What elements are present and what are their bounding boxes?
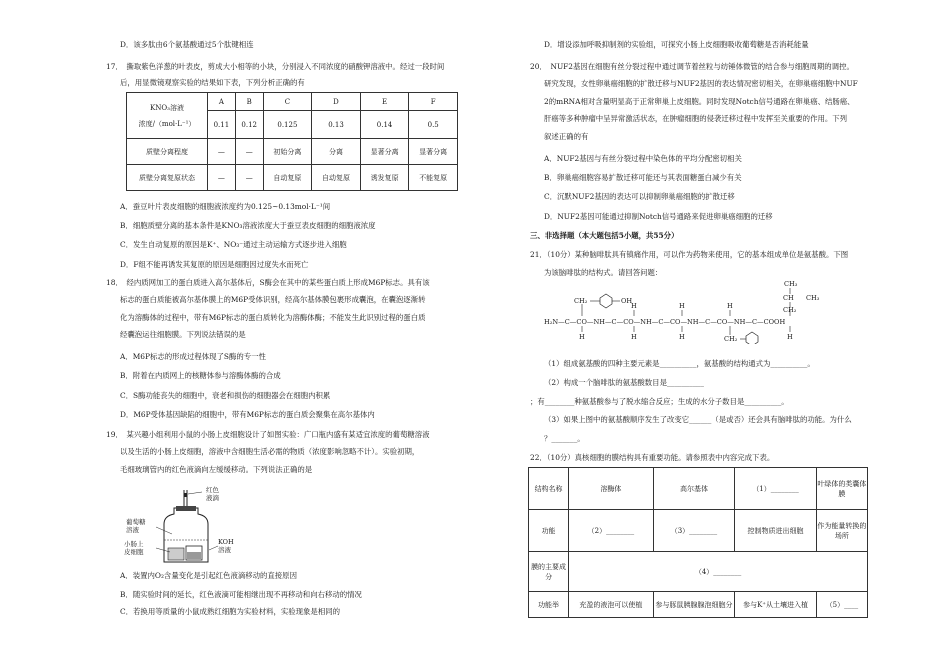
q20-option-d: D．NUF2基因可能通过抑制Notch信号通路来促进卵巢癌细胞的迁移 xyxy=(544,212,773,221)
q18-option-a: A．M6P标志的形成过程体现了S酶的专一性 xyxy=(120,352,266,361)
q18-option-c: C．S酶功能丧失的细胞中，衰老和损伤的细胞器会在细胞内积累 xyxy=(120,391,331,400)
q18-option-b: B．附着在内质网上的核糖体参与溶酶体酶的合成 xyxy=(120,371,281,380)
q17-table-header-label xyxy=(127,93,208,139)
q22-r3-label: 功能举 xyxy=(529,592,569,618)
q20-stem-line2: 研究发现，女性卵巢癌细胞的扩散迁移与NUF2基因的表达情况密切相关，在卵巢癌细胞中NUF xyxy=(544,79,858,88)
chem-h-top-2: H xyxy=(631,302,637,310)
q22-h1: 溶酶体 xyxy=(569,468,654,510)
q17-row2-d: 自动复原 xyxy=(312,165,361,191)
q17-conc-d: 0.13 xyxy=(312,111,361,139)
section-3-title: 三、非选择题（本大题包括5小题，共55分） xyxy=(530,231,679,240)
q22-r1-c1: （2）________ xyxy=(569,510,654,552)
q21-part2: （2）构成一个脑啡肽的氨基酸数目是__________ xyxy=(544,378,704,387)
cells-block xyxy=(168,548,184,560)
q17-option-b: B．细胞质壁分离的基本条件是KNO₃溶液浓度大于蚕豆表皮细胞的细胞液浓度 xyxy=(120,221,376,230)
q20-option-c: C．沉默NUF2基因的表达可以抑制卵巢癌细胞的扩散迁移 xyxy=(544,192,735,201)
chem-h-4: H xyxy=(727,302,733,310)
q17-col-c: C xyxy=(263,93,312,111)
q19-option-b: B．随实验时间的延长，红色液滴可能相继出现不再移动和向右移动的情况 xyxy=(120,590,362,599)
q17-header-conc: 浓度/（mol·L⁻¹） xyxy=(138,119,196,128)
q17-stem-line1: 17． 撕取紫色洋葱的叶表皮，剪成大小相等的小块，分别浸入不同浓度的硝酸钾溶液中。经过一段时间 xyxy=(106,62,445,71)
chem-h-5: H xyxy=(787,333,793,341)
chem-ch2-r1: CH₂ xyxy=(574,297,588,305)
label-red-drop-1: 红色 xyxy=(206,486,219,494)
q22-r1-c4: 作为能量转换的场所 xyxy=(816,510,867,552)
q21-part1: （1）组成氨基酸的四种主要元素是__________，氨基酸的结构通式为__________。 xyxy=(544,359,815,368)
q17-row1-b: — xyxy=(235,139,263,165)
q22-r1-c3: 控制物质进出细胞 xyxy=(735,510,817,552)
q17-col-e: E xyxy=(360,93,409,111)
q17-col-b: B xyxy=(235,93,263,111)
chem-ch3-right: CH₃ xyxy=(806,294,820,302)
q17-conc-f: 0.5 xyxy=(409,111,458,139)
chem-h-1: H xyxy=(579,333,585,341)
q22-r3-c4: （5）____ xyxy=(816,592,867,618)
chem-h-3: H xyxy=(679,333,685,341)
q20-stem-line4: 肝癌等多种肿瘤中呈异常激活状态，在肿瘤细胞的侵袭迁移过程中发挥至关重要的作用。下列 xyxy=(544,114,848,123)
chem-ch3-top: CH₃ xyxy=(784,280,798,288)
q21-part2-cont: ；有________种氨基酸参与了脱水缩合反应；生成的水分子数目是__________。 xyxy=(530,397,789,406)
chem-h-2: H xyxy=(631,333,637,341)
experiment-figure xyxy=(112,484,252,564)
q17-row1-d: 分离 xyxy=(312,139,361,165)
q22-r3-c3: 参与K⁺从土壤进入植 xyxy=(735,592,817,618)
q17-row2-label: 质壁分离复原状态 xyxy=(127,165,208,191)
q19-option-d: D．增设添加呼吸抑制剂的实验组，可探究小肠上皮细胞吸收葡萄糖是否消耗能量 xyxy=(544,40,809,49)
q22-h4: 叶绿体的类囊体膜 xyxy=(816,468,867,510)
stopper xyxy=(176,506,196,511)
q17-col-a: A xyxy=(208,93,236,111)
q17-conc-c: 0.125 xyxy=(263,111,312,139)
q22-r1-c2: （3）________ xyxy=(653,510,735,552)
q22-h3: （1）________ xyxy=(735,468,817,510)
q20-stem-line3: 2的mRNA相对含量明显高于正常卵巢上皮细胞。同时发现Notch信号通路在卵巢癌、结肠癌、 xyxy=(544,97,855,106)
q17-col-f: F xyxy=(409,93,458,111)
q18-stem-line1: 18． 经内质网加工的蛋白质进入高尔基体后，S酶会在其中的某些蛋白质上形成M6P标志。具有该 xyxy=(106,278,430,287)
label-koh-1: KOH xyxy=(218,538,234,546)
chem-oh: OH xyxy=(621,297,633,305)
label-glucose-1: 葡萄糖 xyxy=(126,518,146,526)
q17-row2-a: — xyxy=(208,165,236,191)
q19-stem-line3: 毛细玻璃管内的红色液滴向左缓缓移动。下列说法正确的是 xyxy=(120,465,313,474)
q20-stem-line5: 叙述正确的有 xyxy=(544,132,589,141)
q17-header-kno3: KNO₃溶液 xyxy=(150,103,184,112)
q19-stem-line1: 19． 某兴趣小组利用小鼠的小肠上皮细胞设计了如图实验：广口瓶内盛有某适宜浓度的葡萄糖溶液 xyxy=(106,430,430,439)
q17-conc-b: 0.12 xyxy=(235,111,263,139)
q17-row2-f: 不能复原 xyxy=(409,165,458,191)
q17-row1-a: — xyxy=(208,139,236,165)
red-drop xyxy=(184,493,187,497)
label-glucose-2: 溶液 xyxy=(126,526,139,534)
q20-stem-line1: 20． NUF2基因在细胞有丝分裂过程中通过调节着丝粒与纺锤体微管的结合参与细胞周期的调控。 xyxy=(530,62,854,71)
q18-stem-line2: 标志的蛋白质能被高尔基体膜上的M6P受体识别，经高尔基体膜包裹形成囊泡，在囊泡逐渐转 xyxy=(120,295,426,304)
benzene-ring-1 xyxy=(600,294,612,308)
q18-stem-line3: 化为溶酶体的过程中，带有M6P标志的蛋白质转化为溶酶体酶；不能发生此识别过程的蛋白质 xyxy=(120,313,426,322)
q17-row1-label: 质壁分离程度 xyxy=(127,139,208,165)
label-koh-2: 溶液 xyxy=(218,546,231,554)
q17-row2-b: — xyxy=(235,165,263,191)
chem-main-chain: H₂N—C—CO—NH—C—CO—NH—C—CO—NH—C—CO—NH—C—COOH xyxy=(544,318,786,326)
benzene-ring-4 xyxy=(746,332,758,344)
label-cells-2: 皮细胞 xyxy=(124,548,144,556)
q17-option-a: A．蚕豆叶片表皮细胞的细胞液浓度约为0.125~0.13mol·L⁻¹间 xyxy=(120,202,331,211)
q21-stem-line2: 为该脑啡肽的结构式。请回答问题： xyxy=(544,268,663,277)
q18-option-d: D．M6P受体基因缺陷的细胞中，带有M6P标志的蛋白质会聚集在高尔基体内 xyxy=(120,410,375,419)
chem-ch2-r5: CH₂ xyxy=(783,306,797,314)
q22-r2-span: （4）________ xyxy=(569,552,868,592)
q17-col-d: D xyxy=(312,93,361,111)
q21-part3: （3）如果上图中的氨基酸顺序发生了改变它______（是或否）还会具有脑啡肽的功能。为什么 xyxy=(544,415,852,424)
q17-option-c: C．发生自动复原的原因是K⁺、NO₃⁻通过主动运输方式逐步进入细胞 xyxy=(120,240,347,249)
q17-stem-line2: 后，用显微镜观察实验的结果如下表，下列分析正确的有 xyxy=(120,78,305,87)
q22-table xyxy=(528,467,868,618)
q21-part3-cont: ？_______。 xyxy=(544,434,585,443)
q22-h0: 结构名称 xyxy=(529,468,569,510)
q20-option-a: A．NUF2基因与有丝分裂过程中染色体的平均分配密切相关 xyxy=(544,154,742,163)
q17-row2-c: 自动复原 xyxy=(263,165,312,191)
q16-option-d: D．该多肽由6个氨基酸通过5个肽键相连 xyxy=(120,40,254,49)
q22-title: 22．（10分）真核细胞的膜结构具有重要功能。请参照表中内容完成下表。 xyxy=(530,453,775,462)
q17-row1-e: 显著分离 xyxy=(360,139,409,165)
q17-conc-a: 0.11 xyxy=(208,111,236,139)
q22-r1-label: 功能 xyxy=(529,510,569,552)
q22-r3-c1: 充盈的液泡可以使植 xyxy=(569,592,654,618)
q17-row2-e: 诱发复原 xyxy=(360,165,409,191)
q22-h2: 高尔基体 xyxy=(653,468,735,510)
chem-h-top-3: H xyxy=(679,302,685,310)
q17-option-d: D．F组不能再诱发其复原的原因是细胞因过度失水而死亡 xyxy=(120,260,309,269)
structure-bonds xyxy=(544,280,844,344)
label-koh xyxy=(218,538,234,554)
q20-option-b: B．卵巢癌细胞容易扩散迁移可能还与其表面糖蛋白减少有关 xyxy=(544,173,742,182)
label-red-drop xyxy=(206,486,219,502)
label-glucose xyxy=(126,518,146,534)
label-cells-1: 小肠上 xyxy=(124,540,144,548)
chem-ch2-r4: CH₂ xyxy=(724,335,738,343)
enkephalin-structure xyxy=(544,280,844,344)
q17-row1-f: 显著分离 xyxy=(409,139,458,165)
q22-r3-c2: 参与豚鼠胰腺腺泡细胞分 xyxy=(653,592,735,618)
q22-r2-label: 膜的主要成分 xyxy=(529,552,569,592)
q19-option-c: C．若换用等质量的小鼠成熟红细胞为实验材料，实验现象是相同的 xyxy=(120,607,340,616)
q21-stem-line1: 21．（10分）某种脑啡肽具有镇痛作用，可以作为药物来使用，它的基本组成单位是氨基酸。下图 xyxy=(530,250,849,259)
q18-stem-line4: 经囊泡运往细胞膜。下列说法错误的是 xyxy=(120,330,246,339)
label-cells xyxy=(124,540,144,556)
q19-stem-line2: 以及生活的小肠上皮细胞，溶液中含细胞生活必需的物质（浓度影响忽略不计）。实验初期， xyxy=(120,447,420,456)
q17-row1-c: 初始分离 xyxy=(263,139,312,165)
q17-table xyxy=(126,92,458,191)
q19-option-a: A．装置内O₂含量变化是引起红色液滴移动的直接原因 xyxy=(120,571,297,580)
chem-ch: CH xyxy=(783,294,794,302)
q17-conc-e: 0.14 xyxy=(360,111,409,139)
label-red-drop-2: 液滴 xyxy=(206,494,219,502)
